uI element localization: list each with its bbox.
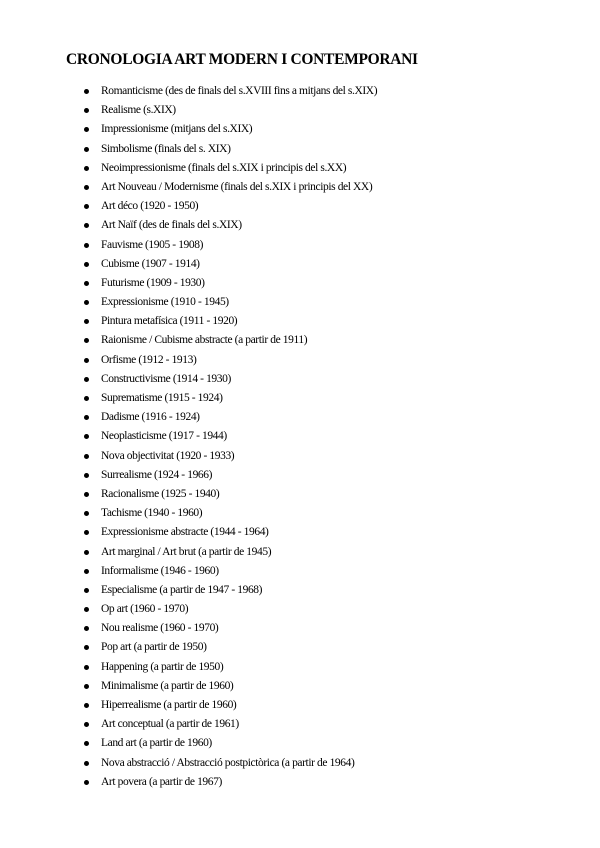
bullet-icon bbox=[84, 127, 89, 132]
bullet-icon bbox=[84, 530, 89, 535]
list-item-text: Art marginal / Art brut (a partir de 1945) bbox=[101, 545, 272, 558]
list-item bbox=[0, 312, 377, 331]
list-item bbox=[0, 447, 377, 466]
bullet-icon bbox=[84, 166, 89, 171]
list-item-text: Suprematisme (1915 - 1924) bbox=[101, 392, 223, 404]
list-item-text: Nou realisme (1960 - 1970) bbox=[101, 622, 219, 635]
bullet-icon bbox=[84, 89, 89, 94]
bullet-icon bbox=[84, 243, 89, 248]
list-item bbox=[0, 562, 377, 581]
bullet-icon bbox=[84, 550, 89, 555]
list-item-text: Especialisme (a partir de 1947 - 1968) bbox=[101, 583, 263, 596]
list-item bbox=[0, 466, 377, 485]
bullet-icon bbox=[84, 377, 89, 382]
list-item bbox=[0, 197, 377, 216]
bullet-icon bbox=[84, 223, 89, 228]
list-item bbox=[0, 600, 377, 619]
list-item-text: Happening (a partir de 1950) bbox=[101, 660, 224, 673]
bullet-icon bbox=[84, 300, 89, 305]
list-item bbox=[0, 581, 377, 600]
bullet-icon bbox=[84, 645, 89, 650]
bullet-icon bbox=[84, 338, 89, 343]
bullet-icon bbox=[84, 147, 89, 152]
bullet-icon bbox=[84, 722, 89, 727]
list-item-text: Land art (a partir de 1960) bbox=[101, 737, 212, 750]
bullet-icon bbox=[84, 761, 89, 766]
list-item-text: Neoimpressionisme (finals del s.XIX i principis del s.XX) bbox=[101, 161, 347, 174]
list-item-text: Art conceptual (a partir de 1961) bbox=[101, 718, 239, 731]
list-item-text: Romanticisme (des de finals del s.XVIII fins a mitjans del s.XIX) bbox=[101, 85, 378, 97]
bullet-icon bbox=[84, 588, 89, 593]
bullet-icon bbox=[84, 626, 89, 631]
list-item-text: Orfisme (1912 - 1913) bbox=[101, 353, 197, 366]
list-item-text: Racionalisme (1925 - 1940) bbox=[101, 487, 220, 500]
list-item bbox=[0, 638, 377, 657]
bullet-icon bbox=[84, 703, 89, 708]
bullet-icon bbox=[84, 569, 89, 574]
list-item-text: Pop art (a partir de 1950) bbox=[101, 641, 207, 654]
list-item bbox=[0, 274, 377, 293]
list-item bbox=[0, 293, 377, 312]
list-item-text: Constructivisme (1914 - 1930) bbox=[101, 372, 231, 385]
list-item-text: Impressionisme (mitjans del s.XIX) bbox=[101, 123, 253, 136]
list-item bbox=[0, 619, 377, 638]
list-item-text: Informalisme (1946 - 1960) bbox=[101, 564, 219, 577]
bullet-icon bbox=[84, 684, 89, 689]
list-item bbox=[0, 734, 377, 753]
list-item-text: Expressionisme (1910 - 1945) bbox=[101, 296, 229, 309]
bullet-icon bbox=[84, 319, 89, 324]
list-item bbox=[0, 351, 377, 370]
bullet-icon bbox=[84, 281, 89, 286]
list-item-text: Cubisme (1907 - 1914) bbox=[101, 257, 200, 270]
bullet-icon bbox=[84, 108, 89, 113]
list-item bbox=[0, 159, 377, 178]
bullet-icon bbox=[84, 607, 89, 612]
list-item-text: Art Nouveau / Modernisme (finals del s.XIX i principis del XX) bbox=[101, 180, 373, 193]
list-item bbox=[0, 120, 377, 139]
bullet-icon bbox=[84, 415, 89, 420]
list-item-text: Art Naïf (des de finals del s.XIX) bbox=[101, 219, 242, 232]
list-item bbox=[0, 504, 377, 523]
list-item bbox=[0, 370, 377, 389]
list-item-text: Realisme (s.XIX) bbox=[101, 104, 176, 117]
list-item-text: Art déco (1920 - 1950) bbox=[101, 200, 199, 213]
bullet-icon bbox=[84, 358, 89, 363]
bullet-icon bbox=[84, 454, 89, 459]
list-item bbox=[0, 543, 377, 562]
list-item bbox=[0, 658, 377, 677]
bullet-icon bbox=[84, 262, 89, 267]
list-item-text: Futurisme (1909 - 1930) bbox=[101, 276, 205, 289]
list-item-text: Art povera (a partir de 1967) bbox=[101, 775, 222, 788]
list-item bbox=[0, 331, 377, 350]
list-item-text: Dadisme (1916 - 1924) bbox=[101, 411, 200, 424]
list-item bbox=[0, 236, 377, 255]
list-item-text: Nova objectivitat (1920 - 1933) bbox=[101, 449, 235, 462]
bullet-icon bbox=[84, 780, 89, 785]
list-item bbox=[0, 389, 377, 408]
list-item bbox=[0, 715, 377, 734]
list-item bbox=[0, 178, 377, 197]
list-item-text: Expressionisme abstracte (1944 - 1964) bbox=[101, 526, 269, 539]
list-item-text: Pintura metafísica (1911 - 1920) bbox=[101, 315, 238, 328]
list-item bbox=[0, 101, 377, 120]
list-item-text: Neoplasticisme (1917 - 1944) bbox=[101, 430, 227, 443]
list-item bbox=[0, 523, 377, 542]
bullet-icon bbox=[84, 185, 89, 190]
bullet-icon bbox=[84, 741, 89, 746]
list-item bbox=[0, 82, 377, 101]
bullet-icon bbox=[84, 665, 89, 670]
list-item-text: Surrealisme (1924 - 1966) bbox=[101, 468, 213, 481]
list-item bbox=[0, 485, 377, 504]
bullet-icon bbox=[84, 434, 89, 439]
bullet-icon bbox=[84, 511, 89, 516]
list-item bbox=[0, 140, 377, 159]
list-item bbox=[0, 754, 377, 773]
list-item-text: Hiperrealisme (a partir de 1960) bbox=[101, 699, 237, 711]
list-item-text: Simbolisme (finals del s. XIX) bbox=[101, 142, 231, 155]
bullet-icon bbox=[84, 396, 89, 401]
list-item bbox=[0, 255, 377, 274]
list-item-text: Tachisme (1940 - 1960) bbox=[101, 507, 203, 520]
movement-list bbox=[0, 82, 377, 792]
list-item-text: Minimalisme (a partir de 1960) bbox=[101, 679, 234, 692]
document-title: CRONOLOGIA ART MODERN I CONTEMPORANI bbox=[66, 51, 418, 68]
list-item-text: Nova abstracció / Abstracció postpictòrica (a partir de 1964) bbox=[101, 756, 355, 769]
list-item bbox=[0, 677, 377, 696]
list-item bbox=[0, 408, 377, 427]
list-item-text: Fauvisme (1905 - 1908) bbox=[101, 238, 204, 251]
list-item bbox=[0, 696, 377, 715]
list-item bbox=[0, 773, 377, 792]
bullet-icon bbox=[84, 473, 89, 478]
list-item bbox=[0, 427, 377, 446]
list-item-text: Op art (1960 - 1970) bbox=[101, 603, 189, 616]
list-item-text: Raionisme / Cubisme abstracte (a partir de 1911) bbox=[101, 334, 308, 347]
bullet-icon bbox=[84, 492, 89, 497]
bullet-icon bbox=[84, 204, 89, 209]
list-item bbox=[0, 216, 377, 235]
